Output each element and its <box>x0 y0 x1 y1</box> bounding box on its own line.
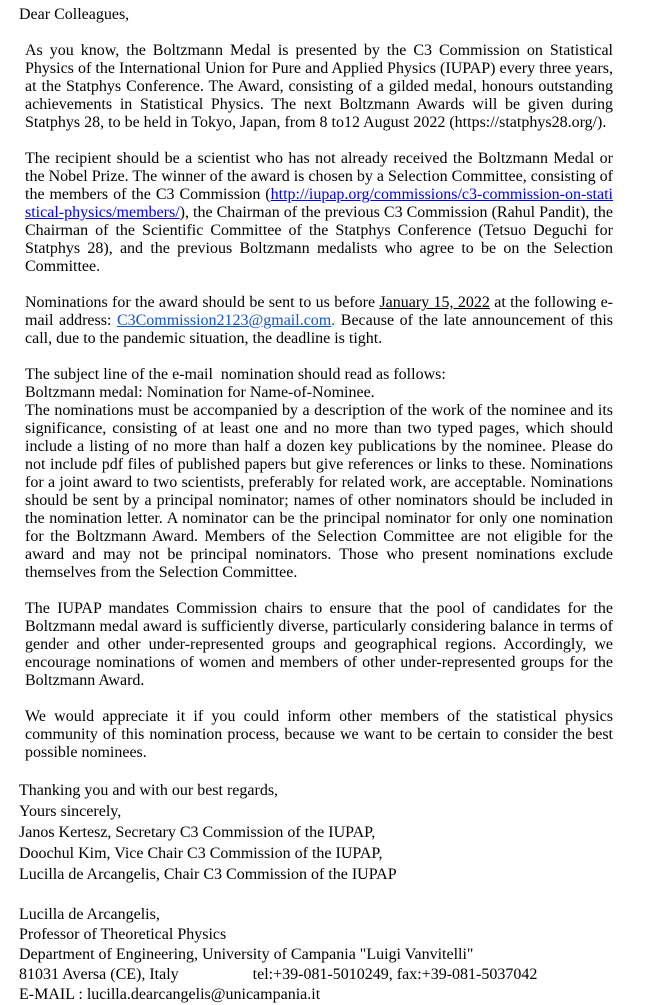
text-segment: 81031 Aversa (CE), Italy <box>19 966 179 983</box>
signature-line <box>19 985 613 1005</box>
closing-line: Thanking you and with our best regards, <box>19 782 279 799</box>
text-segment: Nominations for the award should be sent to us before <box>25 294 380 311</box>
text-segment: Because of the late announcement of this call, due to the pandemic situation, the deadline is tight. <box>25 312 613 347</box>
text-segment: January 15, 2022 <box>379 294 490 311</box>
paragraph-deadline <box>25 294 613 348</box>
text-segment: Lucilla de Arcangelis, <box>19 906 160 923</box>
text-segment: As you know, the Boltzmann Medal is presented by the C3 Commission on Statistical Physics of the International Union for Pure and Applied Physics (IUPAP) every three years, at the Statphys Conference. The Award, consisting of a gilded medal, honours outstanding achievements in Statistical Physics. The next Boltzmann Awards will be given during Statphys 28, to be held in Tokyo, Japan, from 8 to12 August 2022 (https://statphys28.org/). <box>25 42 613 131</box>
closing-line: Yours sincerely, <box>19 803 122 820</box>
signature-line <box>19 945 613 965</box>
c3-commission-members-link[interactable]: http://iupap.org/commissions/c3-commission-on-statistical-physics/members/ <box>25 186 613 221</box>
text-segment: The nominations must be accompanied by a description of the work of the nominee and its significance, consisting of at least one and no more than two typed pages, which should include a listing of no more than half a dozen key publications by the nominee. Please do not include pdf files of published papers but give references or links to these. Nominations for a joint award to two scientists, preferably for related work, are acceptable. Nominations should be sent by a principal nominator; names of other nominators should be included in the nomination letter. A nominator can be the principal nominator for only one nomination for the Boltzmann Award. Members of the Selection Committee are not eligible for the award and may not be principal nominators. Those who present nominations exclude themselves from the Selection Committee. <box>25 402 613 581</box>
paragraph-intro <box>25 42 613 132</box>
text-segment: Department of Engineering, University of Campania "Luigi Vanvitelli" <box>19 946 474 963</box>
text-segment: tel:+39-081-5010249, fax:+39-081-5037042 <box>252 966 538 983</box>
signature-line <box>19 965 613 985</box>
text-segment: We would appreciate it if you could inform other members of the statistical physics community of this nomination process, because we want to be certain to consider the best possible nominees. <box>25 708 613 761</box>
signature-line <box>19 905 613 925</box>
text-segment: E-MAIL : lucilla.dearcangelis@unicampania.it <box>19 986 321 1003</box>
signature-block <box>19 905 613 1005</box>
text-segment: Professor of Theoretical Physics <box>19 926 227 943</box>
closing-line: Doochul Kim, Vice Chair C3 Commission of the IUPAP, <box>19 845 383 862</box>
paragraphs <box>19 42 613 762</box>
signature-line <box>19 925 613 945</box>
salutation: Dear Colleagues, <box>19 6 130 23</box>
closing-line: Lucilla de Arcangelis, Chair C3 Commission of the IUPAP <box>19 866 397 883</box>
text-segment: Boltzmann medal: Nomination for Name-of-Nominee. <box>25 384 375 401</box>
paragraph-selection-committee <box>25 150 613 276</box>
closing-block <box>19 780 613 885</box>
paragraph-nomination-instructions <box>25 366 613 582</box>
text-segment: . <box>331 312 336 329</box>
text-segment: ), the Chairman of the previous C3 Commission (Rahul Pandit), the Chairman of the Scientific Committee of the Statphys Conference (Tetsuo Deguchi for Statphys 28), and the previous Boltzmann medalists who agree to be on the Selection Committee. <box>25 204 613 275</box>
paragraph-diversity <box>25 600 613 690</box>
nomination-email-link[interactable]: C3Commission2123@gmail.com <box>116 312 332 329</box>
paragraph-spread-the-word <box>25 708 613 762</box>
text-segment: at the following e-mail address: <box>25 294 614 329</box>
text-segment: The IUPAP mandates Commission chairs to ensure that the pool of candidates for the Boltzmann medal award is sufficiently diverse, particularly considering balance in terms of gender and other under-represented groups and geographical regions. Accordingly, we encourage nominations of women and members of other under-represented groups for the Boltzmann Award. <box>25 600 613 689</box>
closing-line: Janos Kertesz, Secretary C3 Commission of the IUPAP, <box>19 824 376 841</box>
text-segment: The subject line of the e-mail nomination should read as follows: <box>25 366 446 383</box>
text-segment: The recipient should be a scientist who has not already received the Boltzmann Medal or the Nobel Prize. The winner of the award is chosen by a Selection Committee, consisting of the members of the C3 Commission ( <box>25 150 613 203</box>
